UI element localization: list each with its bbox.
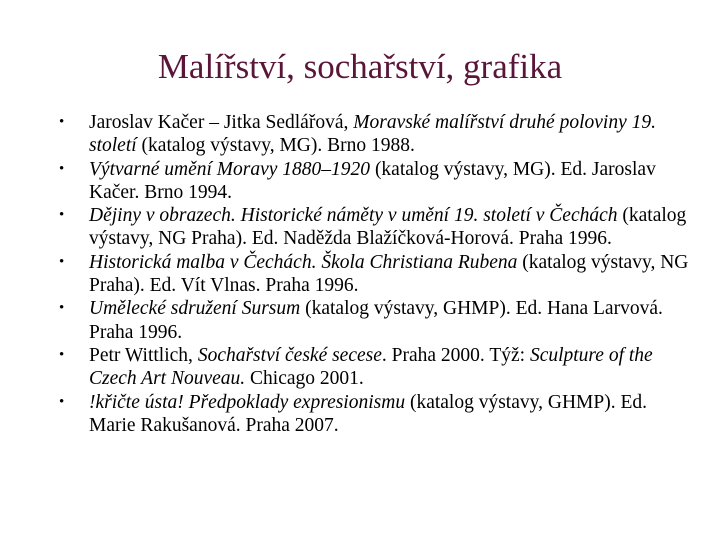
bullet-icon: • <box>59 160 65 177</box>
item-text: Petr Wittlich, <box>89 344 198 366</box>
bullet-icon: • <box>59 253 65 270</box>
bullet-icon: • <box>59 207 65 224</box>
item-title-text: Umělecké sdružení Sursum <box>89 298 301 320</box>
item-text: Jaroslav Kačer – Jitka Sedlářová, <box>89 112 354 133</box>
list-item <box>56 158 696 205</box>
item-text: . Praha 2000. Týž: <box>381 344 530 366</box>
item-text: (katalog výstavy, GHMP). Ed. Marie Rakušanová. Praha 2007. <box>89 391 647 436</box>
item-title-text: Výtvarné umění Moravy 1880–1920 <box>89 158 371 180</box>
bullet-icon: • <box>59 114 65 130</box>
item-title-text: Moravské malířství druhé poloviny 19. století <box>89 112 656 157</box>
item-text: (katalog výstavy, NG Praha). Ed. Vít Vlnas. Praha 1996. <box>89 251 689 297</box>
item-title-text: !křičte ústa! Předpoklady expresionismu <box>89 391 406 413</box>
item-text: (katalog výstavy, MG). Ed. Jaroslav Kačer. Brno 1994. <box>89 158 656 203</box>
item-title-text: Sculpture of the Czech Art Nouveau. <box>89 344 653 390</box>
item-text: (katalog výstavy, MG). Brno 1988. <box>136 135 415 157</box>
item-text: Chicago 2001. <box>245 368 364 390</box>
list-item <box>56 344 696 391</box>
item-title-text: Dějiny v obrazech. Historické náměty v umění 19. století v Čechách <box>89 205 618 227</box>
item-title-text: Sochařství české secese <box>197 344 382 366</box>
bullet-icon: • <box>59 300 65 317</box>
list-item <box>56 251 696 298</box>
bullet-icon: • <box>59 393 65 410</box>
slide-title: Malířství, sochařství, grafika <box>157 47 563 86</box>
bullet-icon: • <box>59 346 65 363</box>
list-item <box>56 391 696 438</box>
list-item <box>56 111 696 158</box>
item-text: (katalog výstavy, NG Praha). Ed. Naděžda Blažíčková-Horová. Praha 1996. <box>89 205 687 250</box>
bibliography-list <box>56 111 696 437</box>
item-title-text: Historická malba v Čechách. Škola Christiana Rubena <box>89 251 518 273</box>
item-text: (katalog výstavy, GHMP). Ed. Hana Larvová. Praha 1996. <box>89 298 663 343</box>
list-item <box>56 297 696 344</box>
list-item <box>56 204 696 251</box>
